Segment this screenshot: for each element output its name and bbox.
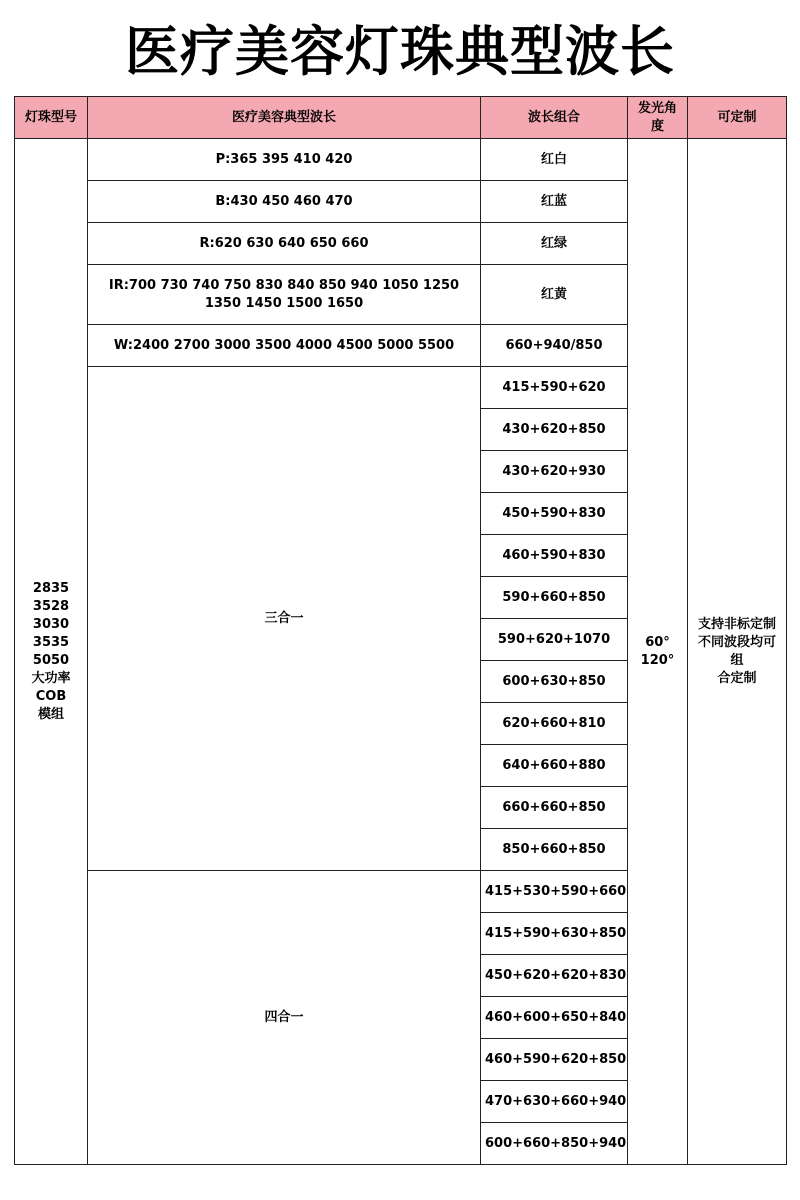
combo-cell: 660+940/850 [481, 325, 628, 367]
combo-cell: 590+660+850 [481, 577, 628, 619]
custom-cell: 支持非标定制 不同波段均可组 合定制 [688, 139, 787, 1165]
combo-cell: 600+660+850+940 [481, 1123, 628, 1165]
header-model: 灯珠型号 [15, 97, 88, 139]
wavelength-cell: IR:700 730 740 750 830 840 850 940 1050 1250 1350 1450 1500 1650 [88, 265, 481, 325]
header-wavelengths: 医疗美容典型波长 [88, 97, 481, 139]
model-list-cell: 2835 3528 3030 3535 5050 大功率 COB 模组 [15, 139, 88, 1165]
combo-cell: 450+620+620+830 [481, 955, 628, 997]
combo-cell: 600+630+850 [481, 661, 628, 703]
wavelength-cell: W:2400 2700 3000 3500 4000 4500 5000 5500 [88, 325, 481, 367]
wavelength-cell: B:430 450 460 470 [88, 181, 481, 223]
combo-cell: 415+530+590+660 [481, 871, 628, 913]
combo-cell: 460+590+620+850 [481, 1039, 628, 1081]
group-three-cell: 三合一 [88, 367, 481, 871]
angle-cell: 60° 120° [628, 139, 688, 1165]
combo-cell: 470+630+660+940 [481, 1081, 628, 1123]
combo-cell: 460+600+650+840 [481, 997, 628, 1039]
header-row [15, 97, 787, 139]
group-four-cell: 四合一 [88, 871, 481, 1165]
combo-cell: 850+660+850 [481, 829, 628, 871]
combo-cell: 450+590+830 [481, 493, 628, 535]
table-row [15, 139, 787, 181]
combo-cell: 660+660+850 [481, 787, 628, 829]
combo-cell: 415+590+630+850 [481, 913, 628, 955]
combo-cell: 430+620+930 [481, 451, 628, 493]
combo-cell: 640+660+880 [481, 745, 628, 787]
combo-cell: 430+620+850 [481, 409, 628, 451]
combo-cell: 红蓝 [481, 181, 628, 223]
combo-cell: 红绿 [481, 223, 628, 265]
wavelength-cell: R:620 630 640 650 660 [88, 223, 481, 265]
wavelength-table [14, 96, 787, 1165]
combo-cell: 红黄 [481, 265, 628, 325]
wavelength-cell: P:365 395 410 420 [88, 139, 481, 181]
combo-cell: 415+590+620 [481, 367, 628, 409]
combo-cell: 590+620+1070 [481, 619, 628, 661]
combo-cell: 红白 [481, 139, 628, 181]
page-title: 医疗美容灯珠典型波长 [125, 20, 675, 83]
combo-cell: 620+660+810 [481, 703, 628, 745]
header-combo: 波长组合 [481, 97, 628, 139]
combo-cell: 460+590+830 [481, 535, 628, 577]
header-custom: 可定制 [688, 97, 787, 139]
header-angle: 发光角度 [628, 97, 688, 139]
